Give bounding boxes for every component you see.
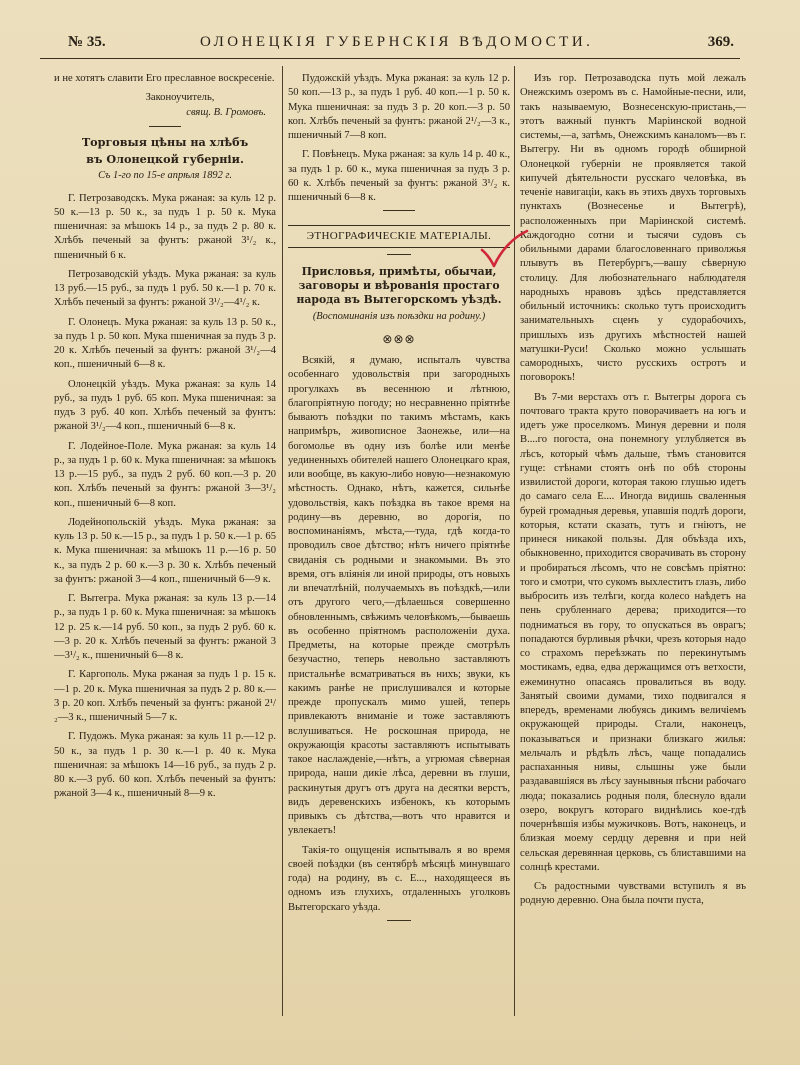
price-entry: Лодейнопольскій уѣздъ. Мука ржаная: за куль 13 р. 50 к.—15 р., за пудъ 1 р. 50 к.—1 р. 65 к. Мука пшеничная: за мѣшокъ 11 р.—16 р. 50 к., за пудъ 2 р. 60 к.—3 р. 30 к. Хлѣбъ печеный за фунтъ: ржаной 3—4 коп., пшеничный 6—9 к. xyxy=(54,516,276,585)
price-entry: Г. Петрозаводскъ. Мука ржаная: за куль 12 р. 50 к.—13 р. 50 к., за пудъ 1 р. 50 к. Мука пшеничная: за мѣшокъ 14 р., за пудъ 2 р. 80 к. Хлѣбъ печеный за фунтъ: ржаной 3¹/₂ к., пшеничный 6 к. xyxy=(54,192,276,261)
prices-title-region: въ Олонецкой губерніи. xyxy=(86,152,244,166)
column-2 xyxy=(288,72,510,1042)
paragraph: Всякій, я думаю, испыталъ чувства особеннаго удовольствія при загородныхъ прогулкахъ въ весеннюю и лѣтнюю, благопріятную погоду; но несравненно пріятнѣе бываютъ поѣздки по такимъ мѣстамъ, какъ напримѣръ, живописное Заонежье, или—на богомолье въ одну изъ болѣе или менѣе уединенныхъ обителей нашего Олонецкаго края, или вообще, въ какую-либо новую—незнакомую мѣстность. Однако, нѣтъ, кажется, сильнѣе удовольствія, какъ поѣздка въ такое время на родину—въ деревню, во дорогія, по воспоминаніямъ, мѣста,—туда, гдѣ когда-то проводилъ свое дѣтство; нѣтъ ничего пріятнѣе свиданія съ родными и знакомыми. Въ это время, отъ вліянія ли иной природы, отъ новыхъ ли впечатлѣній, получаемыхъ въ поѣздкѣ,—или отъ другого чего,—дѣлаешься совершенно обновленнымъ, свѣжимъ человѣкомъ,—бываешь въ особенно пріятномъ расположеніи духа. Предметы, на которые прежде смотрѣлъ безучастно, теперь невольно заставляютъ пристальнѣе всматриваться въ нихъ; звуки, къ какимъ ранѣе не прислушивался и которые прежде пропускалъ мимо ушей, теперь привлекаютъ вниманіе и тоже заставляютъ вслушиваться. Не роскошная природа, не окружающія красоты заставляютъ испытывать такое наслажденіе,—нѣтъ, а угрюмая сѣверная природа, наши дикіе лѣса, деревни въ глуши, раскинутыя другъ отъ друга на десятки верстъ, видъ деревенскихъ избенокъ, къ которымъ привыкъ съ дѣтства,—вотъ что нравится и увлекаетъ! xyxy=(288,355,510,837)
red-checkmark-icon xyxy=(478,228,530,270)
price-entry: Г. Лодейное-Поле. Мука ржаная: за куль 14 р., за пудъ 1 р. 60 к. Мука пшеничная: за мѣшокъ 13 р.—15 руб., за пудъ 2 руб. 60 коп.—3 р. 20 коп. Хлѣбъ печеный за фунтъ: ржаной 3—3¹/₂ коп., пшеничный 6—8 коп. xyxy=(54,440,276,509)
divider xyxy=(387,254,411,255)
newspaper-title: ОЛОНЕЦКІЯ ГУБЕРНСКІЯ ВѢДОМОСТИ. xyxy=(200,34,594,50)
paragraph: и не хотятъ славити Его преславное воскресеніе. xyxy=(54,73,275,84)
signature-role: Законоучитель, xyxy=(145,92,215,104)
price-entry: Олонецкій уѣздъ. Мука ржаная: за куль 14 руб., за пудъ 1 руб. 65 коп. Мука пшеничная: за пудъ 3 руб. 40 коп. Хлѣбъ печеный за фунтъ: ржаной 3¹/₂—4 коп., пшеничный 6—8 к. xyxy=(54,378,276,433)
paragraph: Такія-то ощущенія испытывалъ я во время своей поѣздки (въ сентябрѣ мѣсяцѣ минувшаго года) на родину, въ с. Е..., находящееся въ одномъ изъ глухихъ, отдаленныхъ уголковъ Вытегорскаго уѣзда. xyxy=(288,844,510,913)
section-heading: ЭТНОГРАФИЧЕСКІЕ МАТЕРІАЛЫ. xyxy=(288,225,510,247)
paragraph: Изъ гор. Петрозаводска путь мой лежалъ Онежскимъ озеромъ въ с. Намойные-песни, или, такъ называемую, Вознесенскую-пристань,—этотъ важный пунктъ Маріинской водной системы,—а, затѣмъ, Онежскимъ каналомъ—въ г. Вытегру. Ни въ одномъ городѣ обширной Олонецкой губерніи не проявляется такой кипучей дѣятельности русскаго человѣка, въ теченіе навигаціи, какъ въ этихъ двухъ торговыхъ пунктахъ (Вознесенье и Вытегрѣ), расположенныхъ при Маріинской системѣ. Каждогодно сотни и тысячи судовъ съ обильными дарами благословеннаго приволжья плывутъ въ Петербургъ,—вашу сѣверную столицу. Для любознательнаго наблюдателя народныхъ нравовъ здѣсь представляется обильный источникъ: сколько тутъ происходитъ занимательныхъ сценъ у судорабочихъ, пришлыхъ изъ другихъ мѣстностей нашей матушки-Руси! Сколько можно услышать самородныхъ, чисто русскихъ остротъ и поговорокъ! xyxy=(520,73,746,384)
column-divider xyxy=(514,66,515,1016)
price-entry: Г. Каргополь. Мука ржаная за пудъ 1 р. 15 к.—1 р. 20 к. Мука пшеничная за пудъ 2 р. 80 к.—3 р. 20 коп. Хлѣбъ печеный за фунтъ: ржаной 2¹/₂—3 к., пшеничный 5—7 к. xyxy=(54,669,276,723)
price-entry: Г. Пудожъ. Мука ржаная: за куль 11 р.—12 р. 50 к., за пудъ 1 р. 30 к.—1 р. 40 к. Мука пшеничная: за мѣшокъ 14—16 руб., за пудъ 2 р. 80 к.—3 руб. 60 коп. Хлѣбъ печеный за фунтъ: ржаной 3—4 к., пшеничный 8—9 к. xyxy=(54,731,276,800)
prices-date: Съ 1-го по 15-е апрѣля 1892 г. xyxy=(98,170,232,182)
page-header xyxy=(40,30,740,59)
article-title: Присловья, примѣты, обычаи, заговоры и вѣрованія простаго народа въ Вытегорскомъ уѣздѣ. xyxy=(296,264,502,306)
prices-title: Торговыя цѣны на хлѣбъ xyxy=(81,134,249,149)
issue-number: № 35. xyxy=(68,34,106,50)
page-number: 369. xyxy=(707,34,734,50)
article-subtitle: (Воспоминанія изъ поѣздки на родину.) xyxy=(312,310,486,322)
price-entry: Петрозаводскій уѣздъ. Мука ржаная: за куль 13 руб.—15 руб., за пудъ 1 руб. 50 к.—1 р. 70 к. Хлѣбъ печеный за фунтъ: ржаной 3¹/₂—4¹/₂ к. xyxy=(54,268,276,309)
ornament: ⊗⊗⊗ xyxy=(382,331,416,346)
divider xyxy=(149,126,181,127)
signature-name: свящ. В. Громовъ. xyxy=(186,106,266,118)
price-entry: Г. Вытегра. Мука ржаная: за куль 13 р.—14 р., за пудъ 1 р. 60 к. Мука пшеничная: за мѣшокъ 12 р. 25 к.—14 руб. 50 коп., за пудъ 2 руб. 60 к.—3 р. 20 к. Хлѣбъ печеный за фунтъ: ржаной 3—3¹/₂ к., пшеничный 6—8 к. xyxy=(54,593,276,661)
price-entry: Пудожскій уѣздъ. Мука ржаная: за куль 12 р. 50 коп.—13 р., за пудъ 1 руб. 40 коп.—1 р. 50 к. Мука пшеничная: за пудъ 3 р. 20 коп.—3 р. 50 коп. Хлѣбъ печеный за фунтъ: ржаной 2¹/₂—3 к., пшеничный 7—8 коп. xyxy=(288,73,510,141)
paragraph: Въ 7-ми верстахъ отъ г. Вытегры дорога съ почтоваго тракта круто поворачиваетъ на югъ и идетъ уже проселкомъ. Минуя деревни и поля В....го погоста, она понемногу углубляется въ лѣсъ, который чѣмъ дальше, тѣмъ становится гуще: стѣнами стоятъ онѣ по обѣ стороны извилистой дороги, которая такою глушью идетъ до самаго села Е.... Иногда видишь сваленныя бурей громадныя деревья, упавшія подлѣ дороги, которыя, кстати сказать, тутъ и гніютъ, не принеся никакой пользы. Для объѣзда ихъ, обыкновенно, приходится сворачивать въ сторону и пробираться лѣсомъ, что не совсѣмъ пріятно: того и смотри, что сукомъ выхлеститъ глазъ, либо выбросить изъ телѣги, когда колесо наѣдетъ на пень срубленнаго дерева; приходится—то подниматься въ гору, то опускаться въ оврагъ; попадаются бурливыя рѣчки, чрезъ которыя надо со страхомъ переѣзжать по перекинутымъ мостикамъ, едва, едва держащимся отъ ветхости, ежеминутно опасаясь провалиться въ воду. Занятый своими думами, тихо подвигался я впередъ, временами любуясь дикимъ величіемъ окружающей природы. Стали, наконецъ, показываться и признаки близкаго жилья: мельчалъ и рѣдѣлъ лѣсъ, чаще попадались распаханныя нивы, слышны уже были раздававшіяся въ лѣсу заунывныя пѣсни рабочаго люда; показались родныя поля, блеснуло вдали озеро, вокругъ котораго виднѣлись кое-гдѣ почернѣвшія избы мужичковъ. Вотъ, наконецъ, и близкая моему сердцу деревня и при ней сельская деревянная церковь, съ блиставшими на солнцѣ крестами. xyxy=(520,391,746,873)
price-entry: Г. Олонецъ. Мука ржаная: за куль 13 р. 50 к., за пудъ 1 р. 50 коп. Мука пшеничная за пудъ 3 р. 20 к. Хлѣбъ печеный за фунтъ: ржаной 3¹/₂—4 коп., пшеничный 6—8 к. xyxy=(54,316,276,371)
divider xyxy=(387,920,411,921)
column-divider xyxy=(282,66,283,1016)
column-3 xyxy=(520,72,746,1042)
price-entry: Г. Повѣнецъ. Мука ржаная: за куль 14 р. 40 к., за пудъ 1 р. 60 к., мука пшеничная за пудъ 3 р. 60 к. Хлѣбъ печеный за фунтъ: ржаной 3¹/₂ к. пшеничный 6—8 к. xyxy=(288,149,510,203)
paragraph: Съ радостными чувствами вступилъ я въ родную деревню. Она была почти пуста, xyxy=(520,881,746,907)
column-1 xyxy=(54,72,276,1042)
divider xyxy=(383,210,415,211)
